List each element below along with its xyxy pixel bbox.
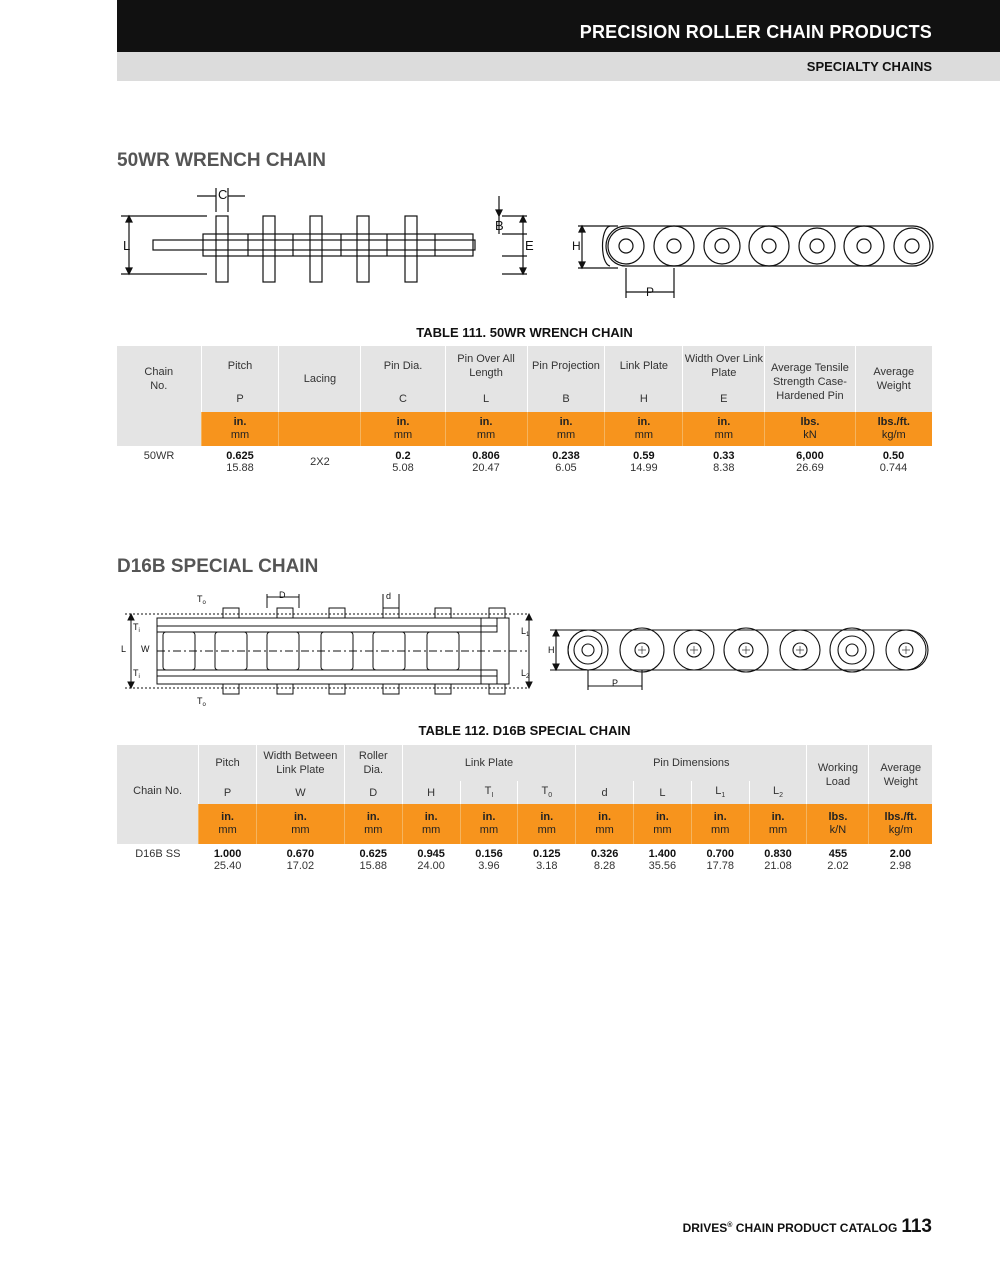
unit: in. (540, 811, 554, 823)
cell-weight-lbs: 0.50 (882, 450, 905, 462)
sym-Ti: $T_I$ (460, 781, 518, 804)
unit: mm (537, 824, 556, 836)
subheader-bar (117, 52, 1000, 81)
sym-pin-dia: C (361, 386, 445, 412)
wrench-chain-side-diagram (117, 182, 547, 297)
label-C: C (218, 187, 228, 202)
col-chain-no: Chain No. (117, 745, 199, 804)
cell-link-plate-in: 0.59 (633, 450, 655, 462)
col-roller-dia: Roller Dia. (344, 745, 402, 781)
unit: in. (771, 811, 785, 823)
cell-H-in: 0.945 (417, 848, 445, 860)
unit: in. (366, 811, 380, 823)
label-Ti-top: $T_i$ (133, 622, 140, 634)
sym-pitch: P (199, 781, 257, 804)
label-W: W (141, 644, 150, 654)
col-pin-len: Pin Over All Length (445, 346, 527, 386)
cell-L2-in: 0.830 (764, 848, 792, 860)
unit: in. (221, 811, 234, 823)
label-E: E (525, 238, 534, 253)
footer-brand: DRIVES (682, 1221, 728, 1235)
cell-chain-no: D16B SS (117, 844, 199, 872)
label-D: D (279, 590, 286, 600)
cell-pitch-in: 0.625 (226, 450, 254, 462)
unit: in. (424, 811, 438, 823)
d16b-chain-front-diagram (548, 620, 938, 695)
unit: in. (717, 416, 731, 428)
sym-link-plate: H (605, 386, 683, 412)
label-L2: $L_2$ (521, 668, 530, 680)
col-weight: Average Weight (855, 346, 932, 412)
col-link-plate: Link Plate (402, 745, 575, 781)
col-tensile: Average Tensile Strength Case-Hardened Pin (765, 346, 855, 412)
sym-width-over: E (683, 386, 765, 412)
cell-width-over-mm: 8.38 (713, 462, 735, 474)
unit: mm (479, 824, 499, 836)
label-d: d (386, 591, 392, 601)
unit: mm (218, 824, 237, 836)
cell-weight-kg: 0.744 (879, 462, 908, 474)
cell-pin-len-in: 0.806 (472, 450, 500, 462)
unit: kg/m (881, 429, 906, 441)
unit: in. (637, 416, 651, 428)
col-working-load: Working Load (807, 745, 869, 804)
label-H: H (548, 645, 555, 655)
unit: mm (714, 429, 733, 441)
table-112 (117, 745, 932, 872)
cell-w-mm: 17.02 (286, 860, 315, 872)
cell-pin-dia-in: 0.2 (395, 450, 411, 462)
cell-To-in: 0.125 (533, 848, 561, 860)
cell-L1-mm: 17.78 (706, 860, 734, 872)
cell-pitch-mm: 25.40 (213, 860, 242, 872)
label-P: P (612, 678, 619, 688)
page-footer (683, 1216, 932, 1238)
header-title: PRECISION ROLLER CHAIN PRODUCTS (579, 22, 932, 42)
unit: in. (396, 416, 410, 428)
table-112-title: TABLE 112. D16B SPECIAL CHAIN (418, 723, 631, 738)
col-pin-dims: Pin Dimensions (576, 745, 807, 781)
label-To-bottom: $T_o$ (197, 696, 206, 708)
col-pitch: Pitch (201, 346, 279, 386)
label-B: B (495, 218, 504, 233)
sym-width-between: W (256, 781, 344, 804)
cell-L1-in: 0.700 (706, 848, 734, 860)
cell-load-lbs: 455 (828, 848, 848, 860)
cell-w-in: 0.670 (286, 848, 315, 860)
cell-weight-lbs: 2.00 (889, 848, 912, 860)
cell-tensile-lbs: 6,000 (796, 450, 824, 462)
unit: in. (482, 811, 496, 823)
sym-L1: $L_1$ (691, 781, 749, 804)
unit: mm (556, 429, 576, 441)
cell-Ti-in: 0.156 (475, 848, 503, 860)
sym-pin-proj: B (527, 386, 605, 412)
label-L: L (123, 238, 131, 253)
footer-text: CHAIN PRODUCT CATALOG (732, 1221, 898, 1235)
cell-roller-mm: 15.88 (359, 860, 388, 872)
col-pin-proj: Pin Projection (527, 346, 605, 386)
unit: kN (803, 429, 817, 441)
unit: lbs./ft. (877, 416, 910, 428)
unit: mm (711, 824, 730, 836)
unit: in. (559, 416, 573, 428)
unit: in. (655, 811, 669, 823)
section-title-50wr: 50WR WRENCH CHAIN (117, 150, 326, 171)
cell-load-kn: 2.02 (827, 860, 849, 872)
sym-H: H (402, 781, 460, 804)
table-row (117, 844, 932, 872)
unit: lbs. (828, 811, 848, 823)
wrench-chain-front-diagram (568, 212, 938, 307)
unit: kg/m (888, 824, 913, 836)
unit: mm (634, 429, 654, 441)
table-111-title: TABLE 111. 50WR WRENCH CHAIN (416, 325, 633, 340)
col-pin-dia: Pin Dia. (361, 346, 445, 386)
cell-link-plate-mm: 14.99 (630, 462, 658, 474)
header-subtitle: SPECIALTY CHAINS (806, 59, 932, 74)
unit: mm (595, 824, 614, 836)
unit: mm (230, 429, 250, 441)
cell-pin-dia-mm: 5.08 (392, 462, 414, 474)
table-111 (117, 346, 932, 474)
cell-pin-len-mm: 20.47 (472, 462, 500, 474)
unit: mm (393, 429, 413, 441)
cell-H-mm: 24.00 (417, 860, 445, 872)
cell-pitch-mm: 15.88 (226, 462, 254, 474)
unit: mm (768, 824, 788, 836)
cell-width-over-in: 0.33 (713, 450, 735, 462)
unit: mm (291, 824, 310, 836)
unit: in. (598, 811, 612, 823)
sym-roller-dia: D (344, 781, 402, 804)
col-link-plate: Link Plate (605, 346, 683, 386)
d16b-chain-side-diagram (117, 588, 542, 708)
label-To-top: $T_o$ (197, 594, 206, 606)
col-pitch: Pitch (199, 745, 257, 781)
sym-pin-len: L (445, 386, 527, 412)
unit: mm (421, 824, 441, 836)
sym-L2: $L_2$ (749, 781, 807, 804)
col-lacing: Lacing (279, 346, 361, 412)
cell-roller-in: 0.625 (359, 848, 388, 860)
header-bar (117, 0, 1000, 52)
label-H: H (572, 239, 581, 253)
sym-pitch: P (201, 386, 279, 412)
cell-chain-no: 50WR (117, 446, 201, 474)
section-title-d16b: D16B SPECIAL CHAIN (117, 556, 319, 577)
cell-pitch-in: 1.000 (213, 848, 242, 860)
cell-L-in: 1.400 (648, 848, 677, 860)
label-L: L (121, 644, 127, 654)
cell-L-mm: 35.56 (648, 860, 677, 872)
unit: lbs./ft. (884, 811, 917, 823)
sym-L: L (634, 781, 692, 804)
cell-tensile-kn: 26.69 (796, 462, 824, 474)
table-row (117, 446, 932, 474)
unit: in. (233, 416, 247, 428)
cell-Ti-mm: 3.96 (478, 860, 500, 872)
col-width-over: Width Over Link Plate (683, 346, 765, 386)
unit: k/N (829, 824, 847, 836)
col-chain-no: Chain No. (117, 346, 201, 412)
label-P: P (646, 285, 655, 299)
unit: mm (653, 824, 672, 836)
sym-d: d (576, 781, 634, 804)
unit: in. (479, 416, 493, 428)
cell-pin-proj-mm: 6.05 (555, 462, 577, 474)
label-Ti-bottom: $T_i$ (133, 668, 140, 680)
cell-d-mm: 8.28 (593, 860, 616, 872)
footer-reg: ® (727, 1222, 733, 1229)
label-L1: $L_1$ (521, 626, 530, 638)
cell-L2-mm: 21.08 (764, 860, 792, 872)
unit: in. (713, 811, 727, 823)
page-number: 113 (901, 1216, 932, 1237)
cell-pin-proj-in: 0.238 (552, 450, 580, 462)
sym-To: $T_0$ (518, 781, 576, 804)
unit: mm (364, 824, 383, 836)
unit: mm (476, 429, 496, 441)
col-width-between: Width Between Link Plate (256, 745, 344, 781)
cell-weight-kg: 2.98 (889, 860, 912, 872)
cell-d-in: 0.326 (590, 848, 619, 860)
cell-lacing: 2X2 (310, 456, 330, 468)
col-weight: Average Weight (869, 745, 932, 804)
cell-To-mm: 3.18 (536, 860, 558, 872)
unit: lbs. (800, 416, 820, 428)
unit: in. (293, 811, 307, 823)
